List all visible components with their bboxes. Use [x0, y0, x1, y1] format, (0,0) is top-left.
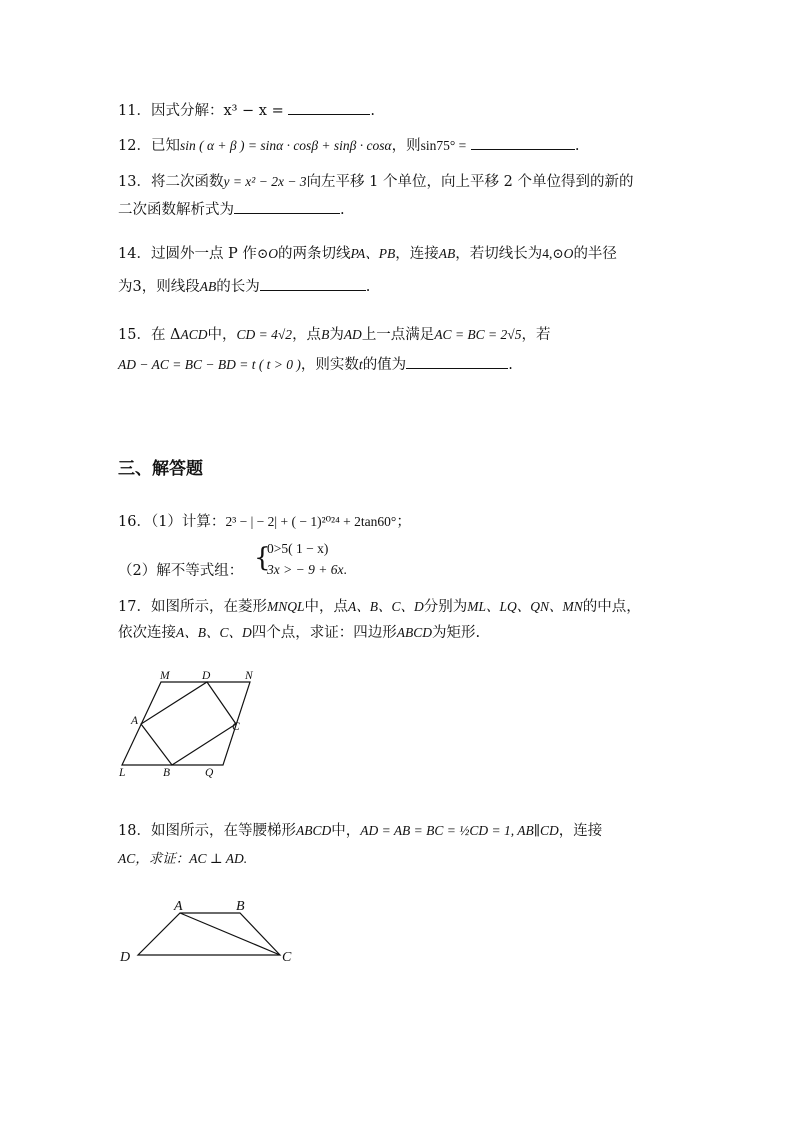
section-heading: 三、解答题 [118, 459, 203, 479]
question-13-line2 [118, 199, 345, 220]
q15-text-line2b: ，则实数 [300, 357, 359, 373]
q15-b: B [321, 327, 330, 342]
q15-text-e: ，点 [292, 327, 322, 343]
q14-text-j: 的半径 [573, 246, 617, 262]
q18-text-c: 中， [331, 823, 361, 839]
q15-cd: CD = 4√2 [236, 327, 293, 342]
q15-ad: AD [343, 327, 362, 342]
label-l: L [119, 767, 126, 779]
question-15-line2 [118, 354, 513, 375]
question-14-line1 [118, 244, 617, 264]
q16-end: ； [396, 514, 411, 530]
rhombus-figure [110, 665, 280, 785]
question-12 [118, 135, 579, 156]
q17-text-e: 分别为 [423, 599, 468, 615]
period: . [574, 138, 580, 154]
q13-text-c: 二次函数解析式为 [118, 202, 234, 218]
answer-blank [471, 135, 575, 150]
q14-text-e: ，连接 [395, 246, 439, 262]
label-d: D [120, 950, 131, 965]
question-13-line1 [118, 172, 633, 192]
q17-text-line2c: 四个点，求证：四边形 [251, 625, 397, 641]
q12-text-b: ，则 [391, 138, 421, 154]
q13-text-b: 向左平移 1 个单位，向上平移 2 个单位得到的新的 [306, 174, 634, 190]
question-11 [118, 100, 375, 121]
q17-text: 17．如图所示，在菱形 [118, 599, 267, 615]
circle-o: ⊙O [552, 246, 574, 261]
q15-acd: ACD [180, 327, 208, 342]
q14-text-line2: 为3，则线段 [118, 279, 200, 295]
label-d: D [202, 670, 211, 682]
q14-text: 14．过圆外一点 P 作 [118, 246, 257, 262]
period: . [508, 357, 513, 373]
q13-text: 13．将二次函数 [118, 174, 224, 190]
label-a: A [131, 715, 139, 727]
q17-text-c: 中，点 [304, 599, 348, 615]
label-c: C [282, 950, 292, 965]
question-15-line1 [118, 325, 550, 345]
q17-points: A、B、C、D [176, 625, 252, 640]
question-16-part1 [118, 512, 411, 532]
q15-text-k: ，若 [521, 327, 551, 343]
q16-text-b: （2）解不等式组： [118, 563, 244, 579]
q14-text-line2c: 的长为 [216, 279, 260, 295]
q16-formula: 2³ − | − 2| + ( − 1)²⁰²⁴ + 2tan60° [225, 514, 397, 529]
brace-icon: { [254, 543, 271, 573]
q15-text-g: 为 [329, 327, 344, 343]
q18-text: 18．如图所示，在等腰梯形 [118, 823, 296, 839]
question-18-line2 [118, 849, 247, 869]
period: . [365, 279, 371, 295]
q14-text-g: ，若切线长为 [455, 246, 543, 262]
trapezoid-figure [110, 895, 310, 975]
q16-system-line1: 0>5( 1 − x) [267, 541, 329, 556]
question-18-line1 [118, 821, 602, 841]
q14-tangents: PA、PB [350, 246, 396, 261]
q17-points: A、B、C、D [347, 599, 424, 614]
answer-blank [260, 276, 366, 291]
q18-text-d: ，连接 [558, 823, 603, 839]
circle-o: ⊙O [256, 246, 278, 261]
q16-text: 16．（1）计算： [118, 514, 226, 530]
q16-system-text: 3x > − 9 + 6x [267, 562, 344, 577]
question-14-line2 [118, 276, 370, 297]
q16-system-line2 [267, 561, 347, 579]
label-m: M [160, 670, 170, 682]
q18-prove: AC，求证：AC ⊥ AD. [118, 851, 248, 866]
q15-condition: AC = BC = 2√5 [434, 327, 522, 342]
answer-blank [234, 199, 340, 214]
q15-text-i: 上一点满足 [361, 327, 435, 343]
q12-sin75: sin75° = [420, 138, 467, 153]
diagonal-ac [180, 913, 280, 955]
q15-t: t [358, 357, 363, 372]
period: . [343, 562, 347, 577]
q18-formula: AD = AB = BC = ½CD = 1, AB∥CD [360, 823, 559, 838]
answer-blank [288, 100, 370, 115]
q14-text-c: 的两条切线 [278, 246, 351, 262]
q17-text-g: 的中点， [582, 599, 641, 615]
question-16-part2 [118, 561, 243, 581]
q15-equation: AD − AC = BC − BD = t ( t > 0 ) [118, 357, 301, 372]
q15-text: 15．在 Δ [118, 327, 181, 343]
label-b: B [236, 899, 245, 914]
q17-abcd: ABCD [396, 625, 432, 640]
q13-formula: y = x² − 2x − 3 [223, 174, 307, 189]
q11-text: 11．因式分解：x³ − x = [118, 103, 284, 119]
period: . [340, 202, 345, 218]
q15-text-c: 中， [207, 327, 237, 343]
label-n: N [245, 670, 253, 682]
question-17-line1 [118, 597, 641, 617]
q12-text: 12．已知 [118, 138, 180, 154]
q17-text-line2a: 依次连接 [118, 625, 176, 641]
question-17-line2 [118, 623, 480, 643]
q14-ab: AB [199, 279, 217, 294]
q14-length: 4, [542, 246, 553, 261]
label-c: C [232, 721, 240, 733]
q18-abcd: ABCD [295, 823, 332, 838]
q17-mnql: MNQL [266, 599, 305, 614]
answer-blank [406, 354, 508, 369]
q15-text-line2d: 的值为 [362, 357, 407, 373]
label-q: Q [205, 767, 214, 779]
q12-formula: sin ( α + β ) = sinα · cosβ + sinβ · cosα [179, 138, 392, 153]
period: . [370, 103, 375, 119]
label-b: B [163, 767, 171, 779]
q17-sides: ML、LQ、QN、MN [467, 599, 583, 614]
q14-ab: AB [438, 246, 456, 261]
label-a: A [174, 899, 183, 914]
trapezoid-abcd [138, 913, 280, 955]
q17-text-line2e: 为矩形. [432, 625, 481, 641]
